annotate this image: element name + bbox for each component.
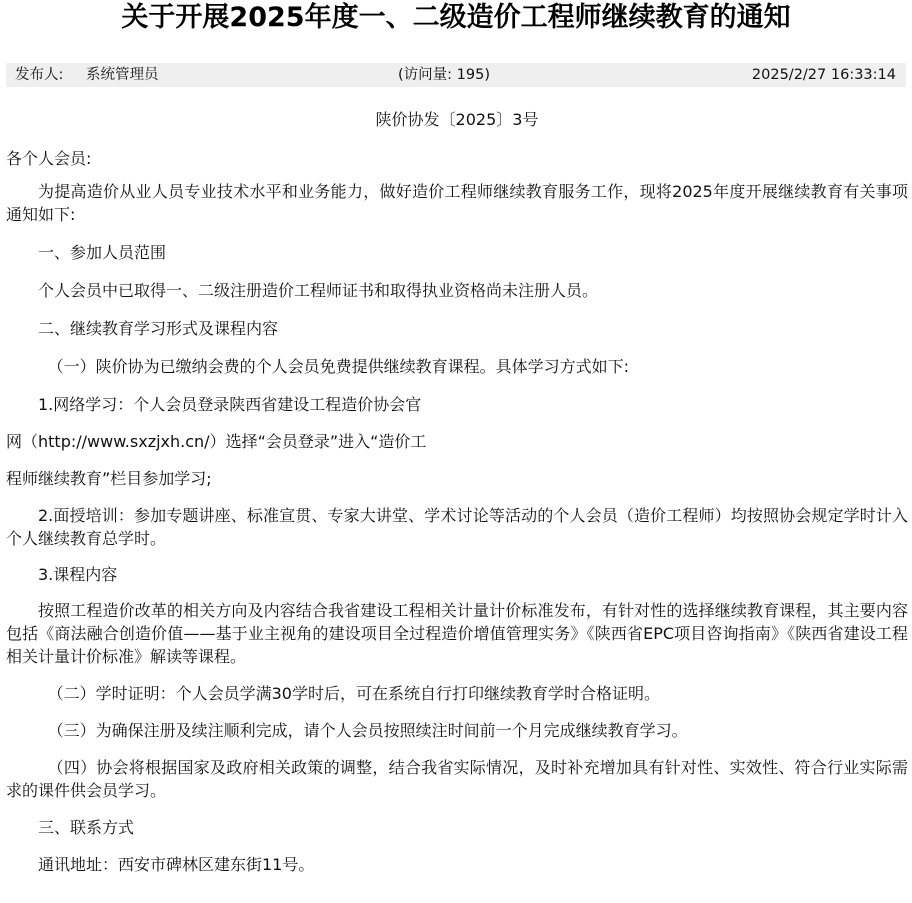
section2-heading: 二、继续教育学习形式及课程内容 <box>38 319 279 338</box>
online-study-line3: 程师继续教育”栏目参加学习; <box>6 469 212 488</box>
publisher-label: 发布人: <box>15 67 64 83</box>
section2-item1: （一）陕价协为已缴纳会费的个人会员免费提供继续教育课程。具体学习方式如下: <box>47 357 629 376</box>
section1-heading: 一、参加人员范围 <box>38 243 167 262</box>
section3-heading: 三、联系方式 <box>38 818 135 837</box>
article-body <box>6 102 908 876</box>
contact-address: 通讯地址：西安市碑林区建东街11号。 <box>38 855 315 874</box>
meta-bar <box>6 63 906 87</box>
visit-count: (访问量: 195) <box>398 67 490 83</box>
section2-item2: （二）学时证明：个人会员学满30学时后，可在系统自行打印继续教育学时合格证明。 <box>47 684 660 703</box>
publish-datetime: 2025/2/27 16:33:14 <box>751 67 896 83</box>
page-title: 关于开展2025年度一、二级造价工程师继续教育的通知 <box>121 2 791 33</box>
online-study-line1: 1.网络学习：个人会员登录陕西省建设工程造价协会官 <box>38 395 422 414</box>
section1-body: 个人会员中已取得一、二级注册造价工程师证书和取得执业资格尚未注册人员。 <box>38 281 599 300</box>
course-heading: 3.课程内容 <box>38 565 118 584</box>
offline-training: 2.面授培训：参加专题讲座、标准宣贯、专家大讲堂、学术讨论等活动的个人会员（造价工程师）均按照协会规定学时计入个人继续教育总学时。 <box>6 506 908 548</box>
intro-paragraph: 为提高造价从业人员专业技术水平和业务能力，做好造价工程师继续教育服务工作，现将2025年度开展继续教育有关事项通知如下: <box>6 182 908 224</box>
course-body: 按照工程造价改革的相关方向及内容结合我省建设工程相关计量计价标准发布，有针对性的选择继续教育课程，其主要内容包括《商法融合创造价值——基于业主视角的建设项目全过程造价增值管理实务》《陕西省EPC项目咨询指南》《陕西省建设工程相关计量计价标准》解读等课程。 <box>6 601 908 666</box>
document-number: 陕价协发〔2025〕3号 <box>375 110 539 129</box>
online-study-line2: 网（http://www.sxzjxh.cn/）选择“会员登录”进入“造价工 <box>6 432 427 451</box>
section2-item4: （四）协会将根据国家及政府相关政策的调整，结合我省实际情况，及时补充增加具有针对性、实效性、符合行业实际需求的课件供会员学习。 <box>6 758 908 800</box>
section2-item3: （三）为确保注册及续注顺利完成，请个人会员按照续注时间前一个月完成继续教育学习。 <box>47 721 688 740</box>
publisher-name: 系统管理员 <box>86 67 159 83</box>
salutation: 各个人会员: <box>6 149 92 168</box>
